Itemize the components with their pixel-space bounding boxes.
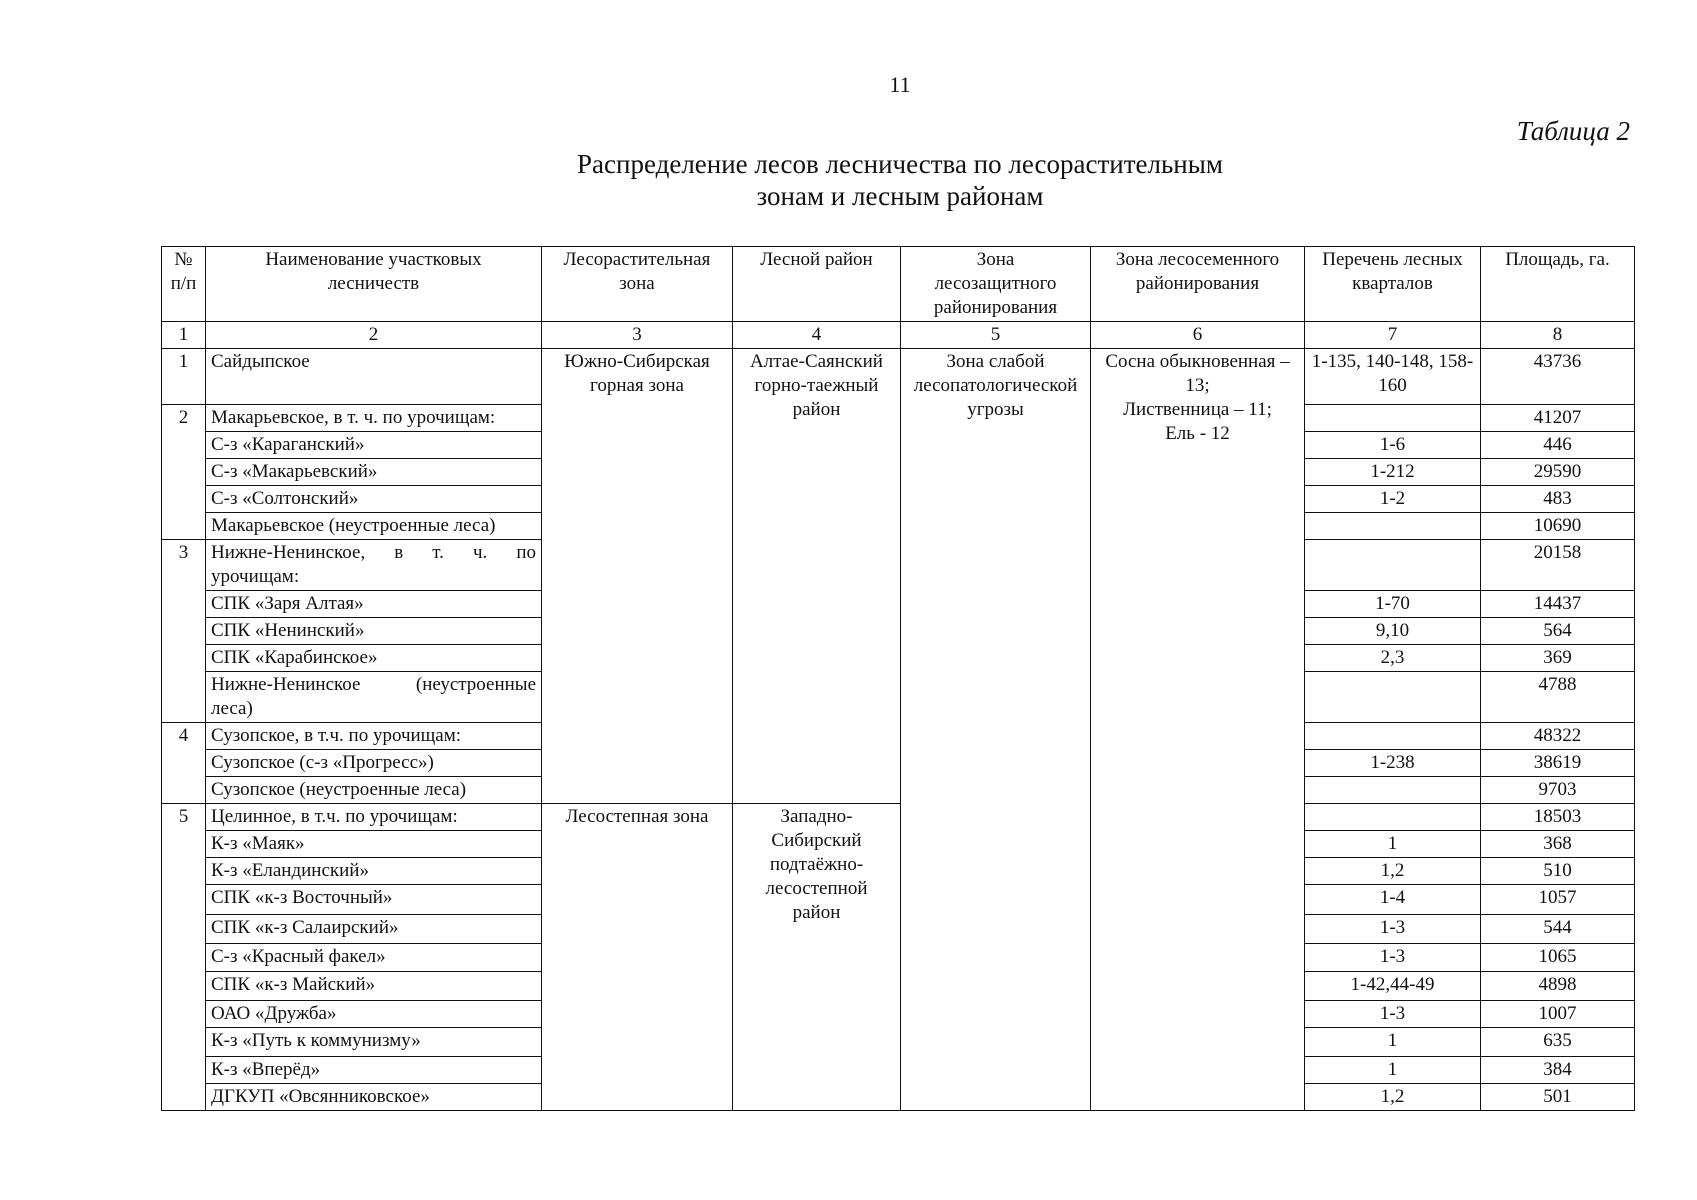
forestry-name: Макарьевское, в т. ч. по урочищам: [206, 405, 542, 432]
column-number-row [162, 322, 1635, 349]
protection-zone-cell: Зона слабой лесопатологической угрозы [901, 349, 1091, 1111]
area-cell: 1007 [1481, 1001, 1635, 1028]
quarters-cell: 1,2 [1305, 858, 1481, 885]
forest-district-cell: Западно- Сибирский подтаёжно- лесостепной район [733, 804, 901, 1111]
forestry-name: Сузопское (неустроенные леса) [206, 777, 542, 804]
quarters-cell: 1-2 [1305, 486, 1481, 513]
forestry-name: С-з «Красный факел» [206, 944, 542, 972]
quarters-cell: 1-3 [1305, 944, 1481, 972]
forestry-name: Сузопское, в т.ч. по урочищам: [206, 723, 542, 750]
forestry-name: С-з «Макарьевский» [206, 459, 542, 486]
forestry-name: ОАО «Дружба» [206, 1001, 542, 1028]
forestry-name: С-з «Солтонский» [206, 486, 542, 513]
column-number: 6 [1091, 322, 1305, 349]
quarters-cell: 1-3 [1305, 915, 1481, 944]
area-cell: 10690 [1481, 513, 1635, 540]
table-row [162, 349, 1635, 405]
quarters-cell: 1-4 [1305, 885, 1481, 915]
row-number: 1 [162, 349, 206, 405]
title-line: зонам и лесным районам [756, 181, 1044, 211]
header-forest-district: Лесной район [733, 247, 901, 322]
forestry-name: К-з «Еландинский» [206, 858, 542, 885]
quarters-cell [1305, 513, 1481, 540]
forest-distribution-table [161, 246, 1635, 1111]
quarters-cell: 1-212 [1305, 459, 1481, 486]
row-number: 3 [162, 540, 206, 723]
forestry-name: К-з «Путь к коммунизму» [206, 1028, 542, 1057]
area-cell: 446 [1481, 432, 1635, 459]
header-forestry-name: Наименование участковых лесничеств [206, 247, 542, 322]
quarters-cell: 1-238 [1305, 750, 1481, 777]
quarters-cell: 9,10 [1305, 618, 1481, 645]
forestry-name: К-з «Вперёд» [206, 1057, 542, 1084]
forestry-name: Нижне-Ненинское (неустроенные леса) [206, 672, 542, 723]
title-line: Распределение лесов лесничества по лесорастительным [577, 149, 1223, 179]
area-cell: 14437 [1481, 591, 1635, 618]
area-cell: 564 [1481, 618, 1635, 645]
header-area: Площадь, га. [1481, 247, 1635, 322]
row-number: 2 [162, 405, 206, 540]
forestry-name: Сузопское (с-з «Прогресс») [206, 750, 542, 777]
area-cell: 369 [1481, 645, 1635, 672]
header-protection-zone: Зона лесозащитного районирования [901, 247, 1091, 322]
quarters-cell: 1-70 [1305, 591, 1481, 618]
document-title [560, 148, 1240, 212]
quarters-cell: 1-135, 140-148, 158-160 [1305, 349, 1481, 405]
area-cell: 43736 [1481, 349, 1635, 405]
column-number: 2 [206, 322, 542, 349]
area-cell: 20158 [1481, 540, 1635, 591]
column-number: 7 [1305, 322, 1481, 349]
quarters-cell [1305, 540, 1481, 591]
header-row [162, 247, 1635, 322]
area-cell: 544 [1481, 915, 1635, 944]
forestry-name: СПК «к-з Салаирский» [206, 915, 542, 944]
forestry-name: Макарьевское (неустроенные леса) [206, 513, 542, 540]
area-cell: 368 [1481, 831, 1635, 858]
area-cell: 4898 [1481, 972, 1635, 1001]
forest-district-cell: Алтае-Саянский горно-таежный район [733, 349, 901, 804]
area-cell: 483 [1481, 486, 1635, 513]
header-seed-zone: Зона лесосеменного районирования [1091, 247, 1305, 322]
quarters-cell [1305, 672, 1481, 723]
row-number: 4 [162, 723, 206, 804]
area-cell: 29590 [1481, 459, 1635, 486]
quarters-cell [1305, 777, 1481, 804]
forestry-name: СПК «Карабинское» [206, 645, 542, 672]
area-cell: 38619 [1481, 750, 1635, 777]
area-cell: 501 [1481, 1084, 1635, 1111]
quarters-cell: 1-42,44-49 [1305, 972, 1481, 1001]
forestry-name: СПК «к-з Майский» [206, 972, 542, 1001]
column-number: 8 [1481, 322, 1635, 349]
quarters-cell: 1 [1305, 1057, 1481, 1084]
area-cell: 1065 [1481, 944, 1635, 972]
area-cell: 48322 [1481, 723, 1635, 750]
quarters-cell: 1,2 [1305, 1084, 1481, 1111]
quarters-cell: 1 [1305, 1028, 1481, 1057]
area-cell: 41207 [1481, 405, 1635, 432]
area-cell: 1057 [1481, 885, 1635, 915]
column-number: 5 [901, 322, 1091, 349]
forestry-name: СПК «Заря Алтая» [206, 591, 542, 618]
header-quarters: Перечень лесных кварталов [1305, 247, 1481, 322]
forestry-name: Нижне-Ненинское, в т. ч. по урочищам: [206, 540, 542, 591]
quarters-cell: 1-3 [1305, 1001, 1481, 1028]
page-number: 11 [889, 72, 911, 97]
forestry-name: С-з «Караганский» [206, 432, 542, 459]
column-number: 3 [542, 322, 733, 349]
forestry-name: Целинное, в т.ч. по урочищам: [206, 804, 542, 831]
quarters-cell [1305, 405, 1481, 432]
forestry-name: Сайдыпское [206, 349, 542, 405]
forestry-name: К-з «Маяк» [206, 831, 542, 858]
forestry-name: ДГКУП «Овсянниковское» [206, 1084, 542, 1111]
table-row [162, 804, 1635, 831]
area-cell: 384 [1481, 1057, 1635, 1084]
area-cell: 4788 [1481, 672, 1635, 723]
quarters-cell [1305, 804, 1481, 831]
quarters-cell: 2,3 [1305, 645, 1481, 672]
vegetation-zone-cell: Лесостепная зона [542, 804, 733, 1111]
header-vegetation-zone: Лесорастительная зона [542, 247, 733, 322]
vegetation-zone-cell: Южно-Сибирская горная зона [542, 349, 733, 804]
forestry-name: СПК «Ненинский» [206, 618, 542, 645]
table-caption: Таблица 2 [1516, 116, 1630, 146]
seed-zone-cell: Сосна обыкновенная – 13; Лиственница – 11; Ель - 12 [1091, 349, 1305, 1111]
column-number: 1 [162, 322, 206, 349]
quarters-cell: 1 [1305, 831, 1481, 858]
header-number: № п/п [162, 247, 206, 322]
forestry-name: СПК «к-з Восточный» [206, 885, 542, 915]
area-cell: 9703 [1481, 777, 1635, 804]
quarters-cell: 1-6 [1305, 432, 1481, 459]
area-cell: 18503 [1481, 804, 1635, 831]
column-number: 4 [733, 322, 901, 349]
area-cell: 635 [1481, 1028, 1635, 1057]
row-number: 5 [162, 804, 206, 1111]
area-cell: 510 [1481, 858, 1635, 885]
quarters-cell [1305, 723, 1481, 750]
